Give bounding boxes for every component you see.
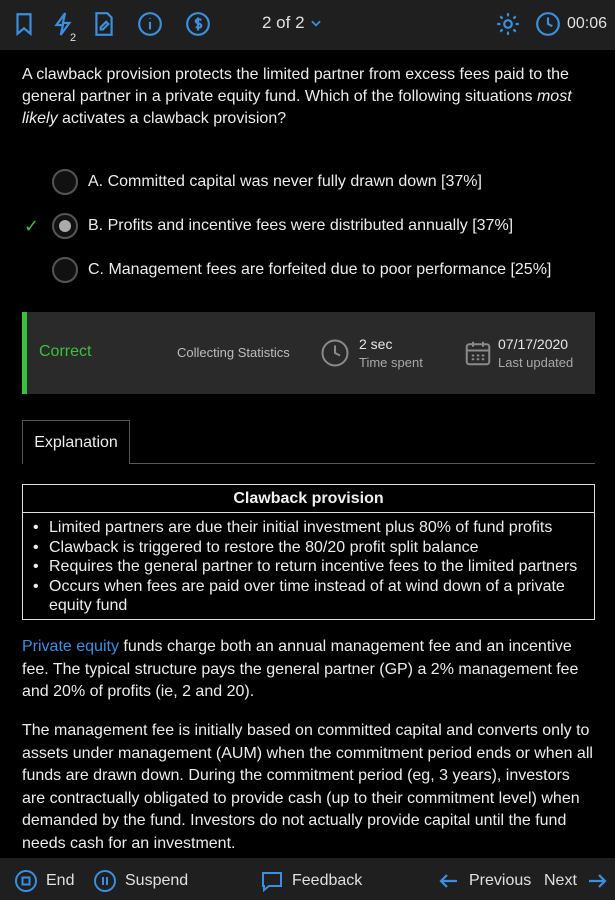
radio-button[interactable] — [52, 257, 78, 283]
option-label: A. Committed capital was never fully drawn down [37%] — [88, 173, 482, 190]
paragraph-text: funds charge both an annual management fee and an incentive fee. The typical structure pays the general partner (GP) a 2% management fee and 20% of profits (ie, 2 and 20). — [22, 638, 579, 701]
radio-button[interactable] — [52, 169, 78, 195]
list-item: • Occurs when fees are paid over time instead of at wind down of a private equity fund — [33, 577, 586, 616]
last-updated-value: 07/17/2020 — [498, 336, 569, 352]
statistics-status: Collecting Statistics — [177, 345, 290, 360]
next-label: Next — [544, 872, 577, 889]
top-toolbar — [0, 0, 615, 50]
timer — [535, 11, 607, 37]
option-b[interactable] — [22, 204, 602, 248]
summary-table-title: Clawback provision — [23, 485, 594, 513]
suspend-label: Suspend — [125, 872, 189, 889]
feedback-button[interactable] — [260, 869, 362, 893]
calendar-icon — [463, 338, 493, 368]
clock-icon — [320, 338, 350, 368]
private-equity-link[interactable]: Private equity — [22, 638, 119, 655]
clock-icon — [535, 11, 561, 37]
chat-bubble-icon — [260, 869, 284, 893]
option-label: B. Profits and incentive fees were distributed annually [37%] — [88, 217, 514, 234]
end-button[interactable] — [14, 869, 74, 893]
previous-label: Previous — [469, 872, 532, 889]
option-a[interactable] — [22, 160, 602, 204]
question-text-part1: A clawback provision protects the limited partner from excess fees paid to the general partner in a private equity fund. Which of the following situations — [22, 66, 569, 105]
previous-button[interactable] — [437, 869, 531, 893]
question-emphasis: most likely — [22, 88, 572, 127]
timer-value: 00:06 — [566, 15, 607, 32]
question-stem — [22, 64, 597, 130]
explanation-paragraph-1 — [22, 636, 597, 704]
option-c[interactable] — [22, 248, 602, 292]
tab-explanation[interactable]: Explanation — [22, 420, 130, 464]
radio-button-selected[interactable] — [52, 213, 78, 239]
option-label: C. Management fees are forfeited due to poor performance [25%] — [88, 261, 552, 278]
stop-icon — [14, 869, 38, 893]
check-icon: ✓ — [24, 216, 40, 236]
chevron-down-icon — [309, 16, 323, 30]
gear-icon[interactable] — [494, 10, 522, 38]
result-panel — [22, 312, 595, 394]
explanation-paragraph-2: The management fee is initially based on committed capital and converts only to assets under management (AUM) when the commitment period ends or when all funds are drawn down. During the commitment period (eg, 3 years), investors are contractually obligated to provide cash (up to their commitment level) when demanded by the fund. Investors do not actually provide capital until the fund needs cash for an investment. — [22, 722, 593, 852]
info-icon[interactable] — [136, 10, 164, 38]
feedback-label: Feedback — [292, 872, 363, 889]
next-button[interactable] — [544, 869, 609, 893]
arrow-left-icon — [437, 869, 461, 893]
time-spent-label: Time spent — [359, 355, 423, 370]
bookmark-icon[interactable] — [10, 10, 38, 38]
pause-icon — [93, 869, 117, 893]
arrow-right-icon — [585, 869, 609, 893]
list-item: • Requires the general partner to return incentive fees to the limited partners — [33, 557, 586, 577]
question-counter-label: 2 of 2 — [262, 13, 305, 32]
flashcard-count: 2 — [70, 32, 77, 44]
end-label: End — [46, 872, 75, 889]
time-spent-value: 2 sec — [359, 336, 393, 352]
list-item: • Limited partners are due their initial investment plus 80% of fund profits — [33, 518, 586, 538]
last-updated-label: Last updated — [498, 355, 574, 370]
question-counter[interactable] — [262, 13, 323, 33]
calculator-dollar-icon[interactable] — [184, 10, 212, 38]
result-status: Correct — [39, 343, 92, 360]
answer-options — [22, 160, 602, 292]
list-item: • Clawback is triggered to restore the 80/20 profit split balance — [33, 538, 586, 558]
summary-list — [23, 513, 594, 616]
notes-icon[interactable] — [90, 10, 118, 38]
question-text-part2: activates a clawback provision? — [57, 110, 287, 127]
suspend-button[interactable] — [93, 869, 188, 893]
bottom-toolbar — [0, 858, 615, 900]
summary-table — [22, 484, 595, 620]
